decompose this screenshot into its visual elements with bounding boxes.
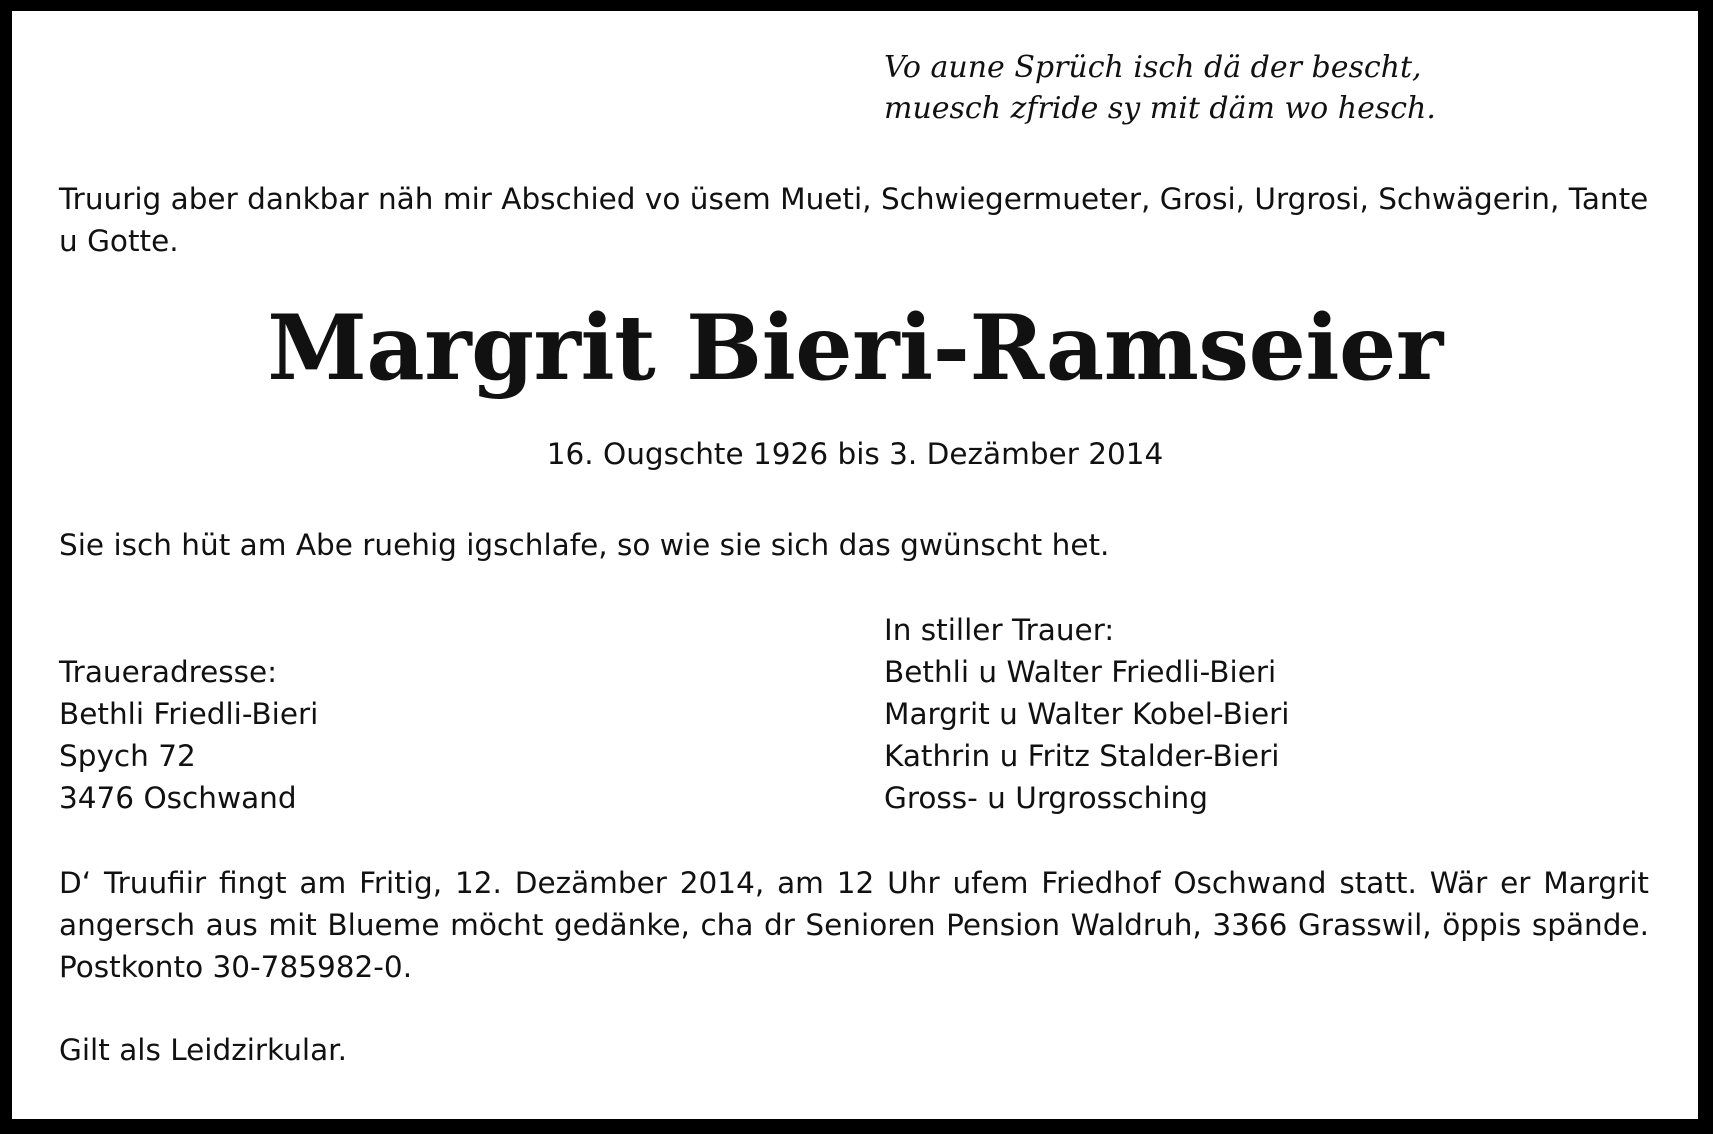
mourner-name: Kathrin u Fritz Stalder-Bieri	[884, 739, 1280, 773]
mourner-name: Gross- u Urgrossching	[884, 781, 1208, 815]
closing-note: Gilt als Leidzirkular.	[59, 1033, 347, 1067]
life-dates: 16. Ougschte 1926 bis 3. Dezämber 2014	[546, 437, 1164, 471]
mourner-name: Margrit u Walter Kobel-Bieri	[884, 697, 1290, 731]
mourning-address	[59, 651, 318, 819]
mourners-heading: In stiller Trauer:	[884, 613, 1115, 647]
motto-verse	[884, 47, 1436, 129]
mourners-list	[884, 609, 1289, 819]
motto-line-1: Vo aune Sprüch isch dä der bescht,	[884, 50, 1422, 85]
deceased-name: Margrit Bieri-Ramseier	[267, 295, 1443, 401]
address-line: Bethli Friedli-Bieri	[59, 697, 319, 731]
intro-text: Truurig aber dankbar näh mir Abschied vo üsem Mueti, Schwiegermueter, Grosi, Urgrosi, Schwägerin, Tante u Gotte.	[59, 182, 1649, 258]
mourner-name: Bethli u Walter Friedli-Bieri	[884, 655, 1277, 689]
address-heading: Traueradresse:	[59, 655, 278, 689]
passing-note: Sie isch hüt am Abe ruehig igschlafe, so wie sie sich das gwünscht het.	[59, 528, 1110, 562]
obituary-notice	[12, 11, 1698, 1119]
address-line: 3476 Oschwand	[59, 781, 297, 815]
address-line: Spych 72	[59, 739, 196, 773]
motto-line-2: muesch zfride sy mit däm wo hesch.	[884, 91, 1436, 126]
funeral-info: D‘ Truufiir fingt am Fritig, 12. Dezämber 2014, am 12 Uhr ufem Friedhof Oschwand statt. Wär er Margrit angersch aus mit Blueme möcht gedänke, cha dr Senioren Pension Waldruh, 3366 Grasswil, öppis spände. Postkonto 30-785982-0.	[59, 866, 1649, 984]
